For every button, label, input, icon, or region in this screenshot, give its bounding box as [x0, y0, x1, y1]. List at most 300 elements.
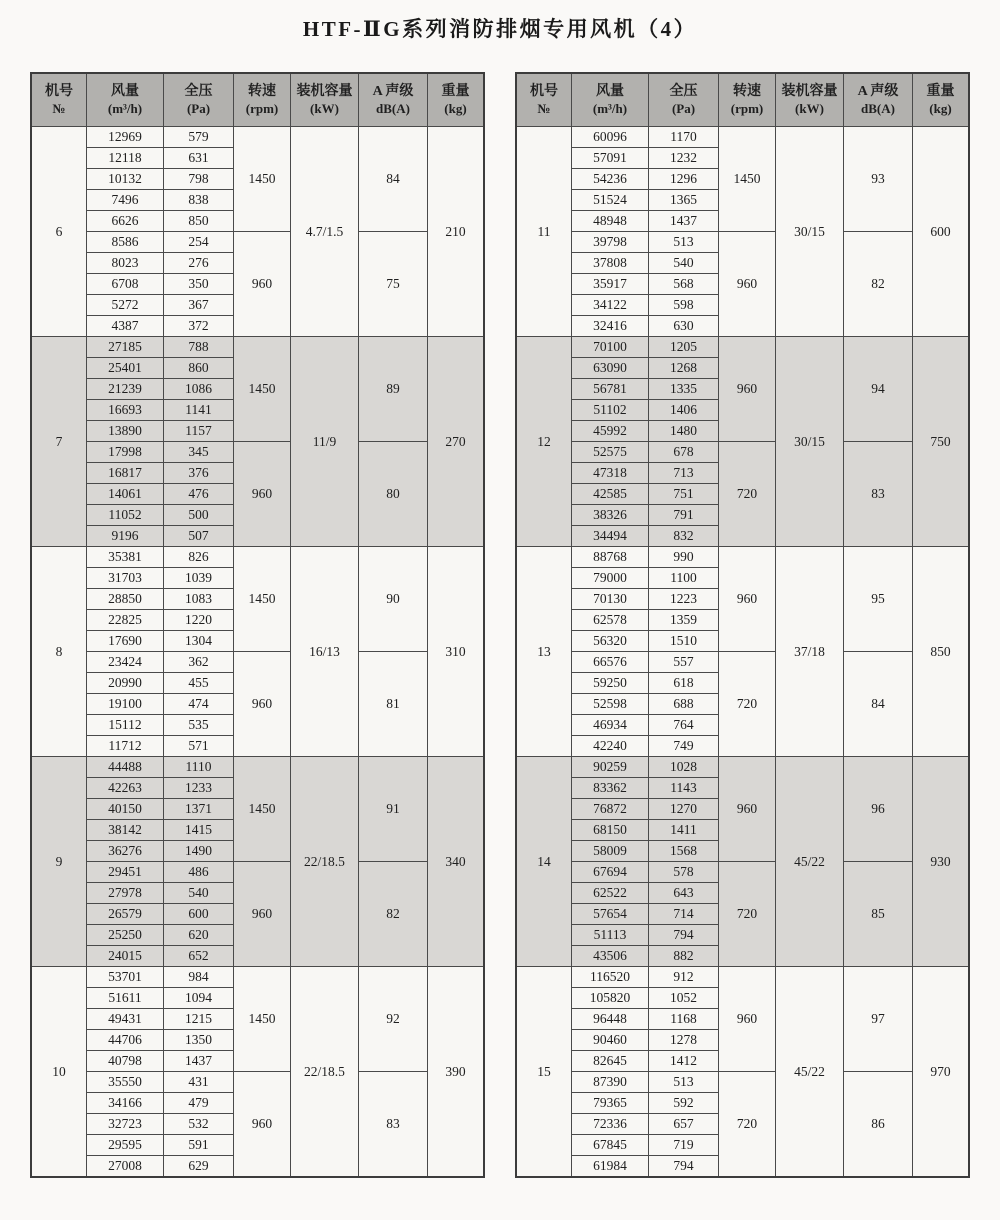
air-volume-cell: 19100	[87, 694, 164, 715]
spec-table-left-container	[30, 72, 485, 1178]
machine-no-cell: 6	[31, 127, 87, 337]
total-pressure-cell: 1220	[164, 610, 234, 631]
total-pressure-cell: 1568	[649, 841, 719, 862]
air-volume-cell: 8023	[87, 253, 164, 274]
table-row	[516, 757, 969, 778]
speed-cell: 1450	[234, 127, 291, 232]
table-row	[516, 127, 969, 148]
air-volume-cell: 44706	[87, 1030, 164, 1051]
air-volume-cell: 90259	[572, 757, 649, 778]
total-pressure-cell: 500	[164, 505, 234, 526]
total-pressure-cell: 714	[649, 904, 719, 925]
header-power: 装机容量 (kW)	[291, 73, 359, 127]
total-pressure-cell: 1350	[164, 1030, 234, 1051]
total-pressure-cell: 1094	[164, 988, 234, 1009]
tables-container	[0, 72, 1000, 1178]
air-volume-cell: 29451	[87, 862, 164, 883]
total-pressure-cell: 1100	[649, 568, 719, 589]
air-volume-cell: 43506	[572, 946, 649, 967]
air-volume-cell: 82645	[572, 1051, 649, 1072]
machine-no-cell: 8	[31, 547, 87, 757]
air-volume-cell: 67694	[572, 862, 649, 883]
page-title: HTF-ⅡG系列消防排烟专用风机（4）	[302, 17, 698, 41]
noise-cell: 86	[844, 1072, 913, 1178]
total-pressure-cell: 1052	[649, 988, 719, 1009]
total-pressure-cell: 1304	[164, 631, 234, 652]
air-volume-cell: 51102	[572, 400, 649, 421]
total-pressure-cell: 479	[164, 1093, 234, 1114]
air-volume-cell: 54236	[572, 169, 649, 190]
total-pressure-cell: 1480	[649, 421, 719, 442]
air-volume-cell: 25401	[87, 358, 164, 379]
noise-cell: 93	[844, 127, 913, 232]
table-row	[516, 862, 969, 883]
total-pressure-cell: 882	[649, 946, 719, 967]
air-volume-cell: 11052	[87, 505, 164, 526]
header-machine-no: 机号 №	[31, 73, 87, 127]
speed-cell: 1450	[234, 967, 291, 1072]
total-pressure-cell: 1437	[164, 1051, 234, 1072]
power-cell: 37/18	[776, 547, 844, 757]
speed-cell: 960	[719, 967, 776, 1072]
air-volume-cell: 46934	[572, 715, 649, 736]
speed-cell: 960	[719, 337, 776, 442]
speed-cell: 1450	[234, 757, 291, 862]
air-volume-cell: 42263	[87, 778, 164, 799]
air-volume-cell: 79365	[572, 1093, 649, 1114]
total-pressure-cell: 1411	[649, 820, 719, 841]
air-volume-cell: 52575	[572, 442, 649, 463]
air-volume-cell: 56781	[572, 379, 649, 400]
machine-no-cell: 9	[31, 757, 87, 967]
machine-no-cell: 15	[516, 967, 572, 1178]
table-row	[31, 337, 484, 358]
total-pressure-cell: 751	[649, 484, 719, 505]
air-volume-cell: 87390	[572, 1072, 649, 1093]
weight-cell: 270	[428, 337, 485, 547]
total-pressure-cell: 1268	[649, 358, 719, 379]
weight-cell: 390	[428, 967, 485, 1178]
table-row	[31, 757, 484, 778]
weight-cell: 850	[913, 547, 970, 757]
air-volume-cell: 16817	[87, 463, 164, 484]
total-pressure-cell: 568	[649, 274, 719, 295]
air-volume-cell: 105820	[572, 988, 649, 1009]
weight-cell: 310	[428, 547, 485, 757]
air-volume-cell: 35381	[87, 547, 164, 568]
air-volume-cell: 61984	[572, 1156, 649, 1178]
header-row	[31, 73, 484, 127]
air-volume-cell: 6708	[87, 274, 164, 295]
air-volume-cell: 70100	[572, 337, 649, 358]
machine-no-cell: 7	[31, 337, 87, 547]
total-pressure-cell: 631	[164, 148, 234, 169]
air-volume-cell: 6626	[87, 211, 164, 232]
air-volume-cell: 51113	[572, 925, 649, 946]
air-volume-cell: 59250	[572, 673, 649, 694]
total-pressure-cell: 455	[164, 673, 234, 694]
air-volume-cell: 38142	[87, 820, 164, 841]
noise-cell: 95	[844, 547, 913, 652]
noise-cell: 91	[359, 757, 428, 862]
air-volume-cell: 7496	[87, 190, 164, 211]
power-cell: 11/9	[291, 337, 359, 547]
air-volume-cell: 21239	[87, 379, 164, 400]
total-pressure-cell: 1215	[164, 1009, 234, 1030]
air-volume-cell: 9196	[87, 526, 164, 547]
air-volume-cell: 34166	[87, 1093, 164, 1114]
total-pressure-cell: 535	[164, 715, 234, 736]
total-pressure-cell: 598	[649, 295, 719, 316]
total-pressure-cell: 791	[649, 505, 719, 526]
total-pressure-cell: 1278	[649, 1030, 719, 1051]
air-volume-cell: 8586	[87, 232, 164, 253]
air-volume-cell: 56320	[572, 631, 649, 652]
noise-cell: 94	[844, 337, 913, 442]
noise-cell: 82	[359, 862, 428, 967]
speed-cell: 960	[719, 757, 776, 862]
total-pressure-cell: 376	[164, 463, 234, 484]
power-cell: 22/18.5	[291, 757, 359, 967]
air-volume-cell: 68150	[572, 820, 649, 841]
speed-cell: 720	[719, 1072, 776, 1178]
air-volume-cell: 32723	[87, 1114, 164, 1135]
air-volume-cell: 39798	[572, 232, 649, 253]
total-pressure-cell: 1086	[164, 379, 234, 400]
total-pressure-cell: 838	[164, 190, 234, 211]
air-volume-cell: 42585	[572, 484, 649, 505]
air-volume-cell: 27008	[87, 1156, 164, 1178]
air-volume-cell: 70130	[572, 589, 649, 610]
air-volume-cell: 16693	[87, 400, 164, 421]
speed-cell: 1450	[234, 547, 291, 652]
table-row	[516, 652, 969, 673]
total-pressure-cell: 618	[649, 673, 719, 694]
total-pressure-cell: 990	[649, 547, 719, 568]
air-volume-cell: 62522	[572, 883, 649, 904]
table-row	[516, 232, 969, 253]
table-row	[31, 1072, 484, 1093]
weight-cell: 340	[428, 757, 485, 967]
weight-cell: 930	[913, 757, 970, 967]
weight-cell: 210	[428, 127, 485, 337]
total-pressure-cell: 513	[649, 232, 719, 253]
total-pressure-cell: 1170	[649, 127, 719, 148]
noise-cell: 82	[844, 232, 913, 337]
air-volume-cell: 51611	[87, 988, 164, 1009]
total-pressure-cell: 1406	[649, 400, 719, 421]
noise-cell: 75	[359, 232, 428, 337]
air-volume-cell: 37808	[572, 253, 649, 274]
air-volume-cell: 29595	[87, 1135, 164, 1156]
total-pressure-cell: 1296	[649, 169, 719, 190]
header-air-volume: 风量 (m³/h)	[87, 73, 164, 127]
table-row	[31, 442, 484, 463]
air-volume-cell: 76872	[572, 799, 649, 820]
total-pressure-cell: 350	[164, 274, 234, 295]
total-pressure-cell: 749	[649, 736, 719, 757]
total-pressure-cell: 1371	[164, 799, 234, 820]
total-pressure-cell: 1223	[649, 589, 719, 610]
air-volume-cell: 38326	[572, 505, 649, 526]
total-pressure-cell: 794	[649, 925, 719, 946]
air-volume-cell: 34122	[572, 295, 649, 316]
total-pressure-cell: 513	[649, 1072, 719, 1093]
speed-cell: 1450	[719, 127, 776, 232]
total-pressure-cell: 557	[649, 652, 719, 673]
air-volume-cell: 47318	[572, 463, 649, 484]
noise-cell: 97	[844, 967, 913, 1072]
total-pressure-cell: 600	[164, 904, 234, 925]
total-pressure-cell: 832	[649, 526, 719, 547]
total-pressure-cell: 1232	[649, 148, 719, 169]
header-total-pressure: 全压 (Pa)	[649, 73, 719, 127]
total-pressure-cell: 764	[649, 715, 719, 736]
total-pressure-cell: 1335	[649, 379, 719, 400]
power-cell: 4.7/1.5	[291, 127, 359, 337]
air-volume-cell: 53701	[87, 967, 164, 988]
noise-cell: 84	[359, 127, 428, 232]
speed-cell: 960	[234, 652, 291, 757]
air-volume-cell: 28850	[87, 589, 164, 610]
power-cell: 45/22	[776, 967, 844, 1178]
air-volume-cell: 79000	[572, 568, 649, 589]
speed-cell: 960	[234, 442, 291, 547]
total-pressure-cell: 713	[649, 463, 719, 484]
total-pressure-cell: 507	[164, 526, 234, 547]
header-noise: A 声级 dB(A)	[844, 73, 913, 127]
air-volume-cell: 44488	[87, 757, 164, 778]
total-pressure-cell: 345	[164, 442, 234, 463]
total-pressure-cell: 798	[164, 169, 234, 190]
total-pressure-cell: 276	[164, 253, 234, 274]
total-pressure-cell: 826	[164, 547, 234, 568]
total-pressure-cell: 591	[164, 1135, 234, 1156]
table-row	[516, 337, 969, 358]
total-pressure-cell: 476	[164, 484, 234, 505]
total-pressure-cell: 579	[164, 127, 234, 148]
power-cell: 16/13	[291, 547, 359, 757]
power-cell: 22/18.5	[291, 967, 359, 1178]
air-volume-cell: 60096	[572, 127, 649, 148]
air-volume-cell: 12118	[87, 148, 164, 169]
air-volume-cell: 22825	[87, 610, 164, 631]
machine-no-cell: 12	[516, 337, 572, 547]
air-volume-cell: 58009	[572, 841, 649, 862]
total-pressure-cell: 657	[649, 1114, 719, 1135]
air-volume-cell: 96448	[572, 1009, 649, 1030]
total-pressure-cell: 1039	[164, 568, 234, 589]
noise-cell: 85	[844, 862, 913, 967]
noise-cell: 90	[359, 547, 428, 652]
total-pressure-cell: 431	[164, 1072, 234, 1093]
power-cell: 45/22	[776, 757, 844, 967]
air-volume-cell: 13890	[87, 421, 164, 442]
total-pressure-cell: 629	[164, 1156, 234, 1178]
table-row	[516, 967, 969, 988]
air-volume-cell: 23424	[87, 652, 164, 673]
air-volume-cell: 40798	[87, 1051, 164, 1072]
air-volume-cell: 116520	[572, 967, 649, 988]
total-pressure-cell: 571	[164, 736, 234, 757]
table-row	[516, 442, 969, 463]
air-volume-cell: 62578	[572, 610, 649, 631]
total-pressure-cell: 1270	[649, 799, 719, 820]
speed-cell: 1450	[234, 337, 291, 442]
air-volume-cell: 52598	[572, 694, 649, 715]
speed-cell: 960	[234, 1072, 291, 1178]
machine-no-cell: 14	[516, 757, 572, 967]
air-volume-cell: 26579	[87, 904, 164, 925]
air-volume-cell: 63090	[572, 358, 649, 379]
total-pressure-cell: 1233	[164, 778, 234, 799]
header-weight: 重量 (kg)	[428, 73, 485, 127]
noise-cell: 81	[359, 652, 428, 757]
air-volume-cell: 57654	[572, 904, 649, 925]
spec-table-right-container	[515, 72, 970, 1178]
noise-cell: 96	[844, 757, 913, 862]
air-volume-cell: 10132	[87, 169, 164, 190]
air-volume-cell: 49431	[87, 1009, 164, 1030]
header-noise: A 声级 dB(A)	[359, 73, 428, 127]
header-speed: 转速 (rpm)	[719, 73, 776, 127]
air-volume-cell: 34494	[572, 526, 649, 547]
header-row	[516, 73, 969, 127]
air-volume-cell: 14061	[87, 484, 164, 505]
spec-table-right	[515, 72, 970, 1178]
total-pressure-cell: 794	[649, 1156, 719, 1178]
air-volume-cell: 88768	[572, 547, 649, 568]
noise-cell: 83	[359, 1072, 428, 1178]
speed-cell: 960	[234, 232, 291, 337]
power-cell: 30/15	[776, 127, 844, 337]
air-volume-cell: 17998	[87, 442, 164, 463]
air-volume-cell: 17690	[87, 631, 164, 652]
air-volume-cell: 24015	[87, 946, 164, 967]
weight-cell: 600	[913, 127, 970, 337]
power-cell: 30/15	[776, 337, 844, 547]
weight-cell: 750	[913, 337, 970, 547]
total-pressure-cell: 678	[649, 442, 719, 463]
weight-cell: 970	[913, 967, 970, 1178]
speed-cell: 720	[719, 862, 776, 967]
air-volume-cell: 40150	[87, 799, 164, 820]
table-row	[516, 1072, 969, 1093]
total-pressure-cell: 1412	[649, 1051, 719, 1072]
table-row	[31, 652, 484, 673]
noise-cell: 92	[359, 967, 428, 1072]
total-pressure-cell: 860	[164, 358, 234, 379]
total-pressure-cell: 1365	[649, 190, 719, 211]
total-pressure-cell: 362	[164, 652, 234, 673]
air-volume-cell: 4387	[87, 316, 164, 337]
speed-cell: 960	[234, 862, 291, 967]
total-pressure-cell: 1028	[649, 757, 719, 778]
total-pressure-cell: 652	[164, 946, 234, 967]
speed-cell: 720	[719, 442, 776, 547]
air-volume-cell: 20990	[87, 673, 164, 694]
total-pressure-cell: 719	[649, 1135, 719, 1156]
total-pressure-cell: 540	[649, 253, 719, 274]
total-pressure-cell: 1205	[649, 337, 719, 358]
total-pressure-cell: 850	[164, 211, 234, 232]
machine-no-cell: 11	[516, 127, 572, 337]
table-row	[31, 862, 484, 883]
total-pressure-cell: 254	[164, 232, 234, 253]
total-pressure-cell: 1141	[164, 400, 234, 421]
total-pressure-cell: 630	[649, 316, 719, 337]
total-pressure-cell: 372	[164, 316, 234, 337]
spec-table-left	[30, 72, 485, 1178]
air-volume-cell: 27185	[87, 337, 164, 358]
header-air-volume: 风量 (m³/h)	[572, 73, 649, 127]
noise-cell: 89	[359, 337, 428, 442]
total-pressure-cell: 578	[649, 862, 719, 883]
air-volume-cell: 45992	[572, 421, 649, 442]
air-volume-cell: 32416	[572, 316, 649, 337]
total-pressure-cell: 1437	[649, 211, 719, 232]
noise-cell: 83	[844, 442, 913, 547]
speed-cell: 720	[719, 652, 776, 757]
total-pressure-cell: 474	[164, 694, 234, 715]
speed-cell: 960	[719, 232, 776, 337]
air-volume-cell: 66576	[572, 652, 649, 673]
noise-cell: 84	[844, 652, 913, 757]
total-pressure-cell: 532	[164, 1114, 234, 1135]
air-volume-cell: 36276	[87, 841, 164, 862]
air-volume-cell: 35917	[572, 274, 649, 295]
total-pressure-cell: 1110	[164, 757, 234, 778]
total-pressure-cell: 1490	[164, 841, 234, 862]
total-pressure-cell: 912	[649, 967, 719, 988]
header-power: 装机容量 (kW)	[776, 73, 844, 127]
total-pressure-cell: 1359	[649, 610, 719, 631]
air-volume-cell: 25250	[87, 925, 164, 946]
table-row	[31, 232, 484, 253]
total-pressure-cell: 788	[164, 337, 234, 358]
air-volume-cell: 48948	[572, 211, 649, 232]
air-volume-cell: 72336	[572, 1114, 649, 1135]
total-pressure-cell: 1083	[164, 589, 234, 610]
table-row	[516, 547, 969, 568]
air-volume-cell: 83362	[572, 778, 649, 799]
machine-no-cell: 13	[516, 547, 572, 757]
air-volume-cell: 35550	[87, 1072, 164, 1093]
table-row	[31, 127, 484, 148]
air-volume-cell: 5272	[87, 295, 164, 316]
air-volume-cell: 42240	[572, 736, 649, 757]
machine-no-cell: 10	[31, 967, 87, 1178]
air-volume-cell: 15112	[87, 715, 164, 736]
header-total-pressure: 全压 (Pa)	[164, 73, 234, 127]
total-pressure-cell: 643	[649, 883, 719, 904]
air-volume-cell: 31703	[87, 568, 164, 589]
total-pressure-cell: 1415	[164, 820, 234, 841]
total-pressure-cell: 1510	[649, 631, 719, 652]
total-pressure-cell: 688	[649, 694, 719, 715]
total-pressure-cell: 620	[164, 925, 234, 946]
total-pressure-cell: 1168	[649, 1009, 719, 1030]
air-volume-cell: 11712	[87, 736, 164, 757]
total-pressure-cell: 592	[649, 1093, 719, 1114]
table-row	[31, 547, 484, 568]
total-pressure-cell: 540	[164, 883, 234, 904]
total-pressure-cell: 1157	[164, 421, 234, 442]
table-row	[31, 967, 484, 988]
header-speed: 转速 (rpm)	[234, 73, 291, 127]
header-weight: 重量 (kg)	[913, 73, 970, 127]
air-volume-cell: 57091	[572, 148, 649, 169]
